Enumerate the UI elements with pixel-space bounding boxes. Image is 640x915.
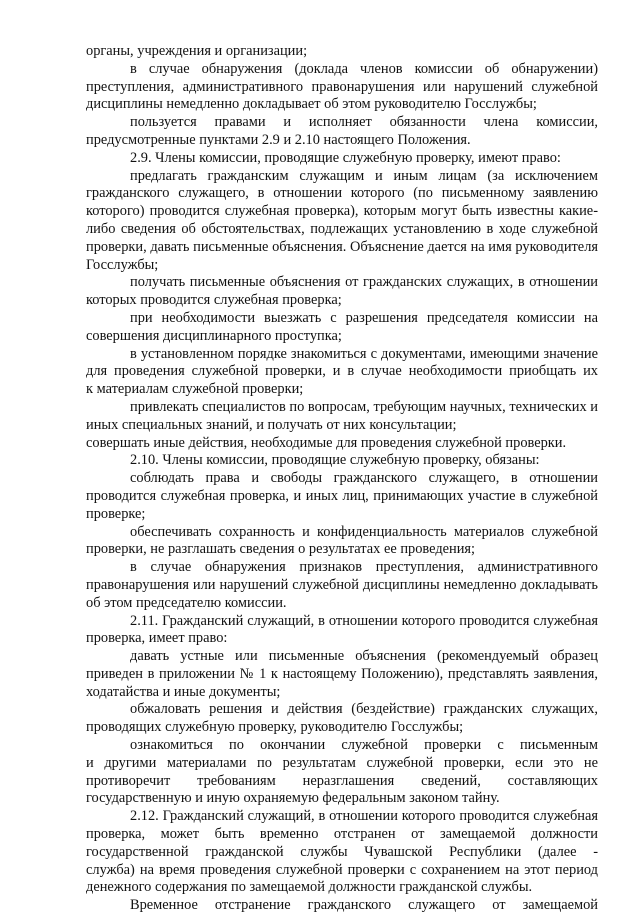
- text-line: проводящих служебную проверку, руководителю Госслужбы;: [86, 719, 464, 736]
- text-line: государственной гражданской службы Чувашской Республики (далее -: [86, 843, 598, 860]
- text-line: обжаловать решения и действия (бездействие) гражданских служащих,: [130, 701, 598, 718]
- text-line: 2.11. Гражданский служащий, в отношении которого проводится служебная: [130, 612, 598, 629]
- text-line: либо сведения об обстоятельствах, подлежащих установлению в ходе служебной: [86, 220, 598, 237]
- text-line: проверке;: [86, 505, 146, 522]
- text-line: в случае обнаружения (доклада членов комиссии об обнаружении): [130, 60, 598, 77]
- text-line: Госслужбы;: [86, 256, 159, 273]
- text-line: в установленном порядке знакомиться с документами, имеющими значение: [130, 345, 598, 362]
- text-line: к материалам служебной проверки;: [86, 381, 304, 398]
- text-line: получать письменные объяснения от гражданских служащих, в отношении: [130, 274, 598, 291]
- text-line: 2.10. Члены комиссии, проводящие служебную проверку, обязаны:: [130, 452, 540, 469]
- text-line: совершать иные действия, необходимые для проведения служебной проверки.: [86, 434, 567, 451]
- text-line: дисциплины немедленно докладывает об этом руководителю Госслужбы;: [86, 96, 537, 113]
- text-line: соблюдать права и свободы гражданского служащего, в отношении: [130, 470, 598, 487]
- text-line: предлагать гражданским служащим и иным лицам (за исключением: [130, 167, 598, 184]
- text-line: совершения дисциплинарного проступка;: [86, 327, 342, 344]
- text-line: приведен в приложении № 1 к настоящему Положению), представлять заявления,: [86, 665, 598, 682]
- text-line: противоречит требованиям неразглашения сведений, составляющих: [86, 772, 598, 789]
- text-line: органы, учреждения и организации;: [86, 43, 308, 59]
- text-line: иных специальных знаний, и получать от них консультации;: [86, 416, 457, 433]
- text-line: пользуется правами и исполняет обязанности члена комиссии,: [130, 114, 598, 131]
- text-line: проверки, не разглашать сведения о результатах ее проведения;: [86, 541, 476, 558]
- document-body: [86, 43, 598, 915]
- text-line: Временное отстранение гражданского служащего от замещаемой: [130, 897, 598, 914]
- text-line: проверки, давать письменные объяснения. Объяснение дается на имя руководителя: [86, 238, 598, 255]
- text-line: для проведения служебной проверки, и в случае необходимости приобщать их: [86, 363, 598, 380]
- text-line: которого) проводится служебная проверка), которым могут быть известны какие-: [86, 203, 598, 220]
- text-line: служба) на время проведения служебной проверки с сохранением на этот период: [86, 861, 598, 878]
- text-line: об этом председателю комиссии.: [86, 594, 287, 611]
- text-line: обеспечивать сохранность и конфиденциальность материалов служебной: [130, 523, 598, 540]
- text-line: в случае обнаружения признаков преступления, административного: [130, 559, 598, 576]
- text-line: при необходимости выезжать с разрешения председателя комиссии на: [130, 309, 598, 326]
- text-line: гражданского служащего, в отношении которого (по письменному заявлению: [86, 185, 598, 202]
- text-line: которых проводится служебная проверка;: [86, 292, 342, 309]
- text-line: 2.12. Гражданский служащий, в отношении которого проводится служебная: [130, 808, 598, 825]
- text-line: ходатайства и иные документы;: [86, 683, 281, 700]
- text-line: 2.9. Члены комиссии, проводящие служебную проверку, имеют право:: [130, 149, 561, 166]
- text-line: проверка, может быть временно отстранен от замещаемой должности: [86, 826, 598, 843]
- text-line: ознакомиться по окончании служебной проверки с письменным: [130, 737, 598, 754]
- text-line: преступления, административного правонарушения или нарушений служебной: [86, 78, 598, 95]
- text-line: предусмотренные пунктами 2.9 и 2.10 настоящего Положения.: [86, 131, 471, 148]
- text-line: давать устные или письменные объяснения (рекомендуемый образец: [130, 648, 598, 665]
- text-line: проводится служебная проверка, и иных лиц, принимающих участие в служебной: [86, 487, 598, 504]
- text-line: привлекать специалистов по вопросам, требующим научных, технических и: [130, 398, 598, 415]
- text-line: и другими материалами по результатам служебной проверки, если это не: [86, 754, 598, 771]
- text-line: правонарушения или нарушений служебной дисциплины немедленно докладывать: [86, 576, 598, 593]
- text-line: проверка, имеет право:: [86, 630, 228, 647]
- text-line: государственную и иную охраняемую федеральным законом тайну.: [86, 790, 500, 807]
- text-line: денежного содержания по замещаемой должности гражданской службы.: [86, 879, 533, 896]
